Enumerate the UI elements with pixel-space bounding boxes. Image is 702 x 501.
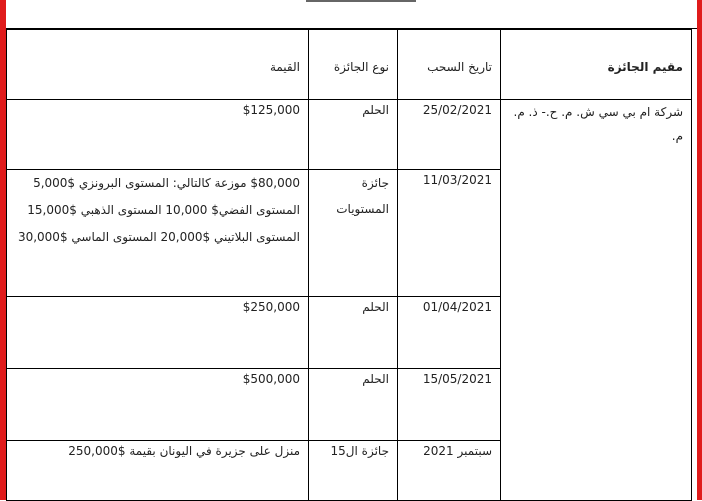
header-draw-date: تاريخ السحب <box>398 30 501 100</box>
header-value: القيمة <box>7 30 309 100</box>
prize-value: $125,000 <box>7 100 309 170</box>
prize-value: $500,000 <box>7 369 309 441</box>
prize-type: جائزة ال15 <box>309 441 398 501</box>
prize-type: الحلم <box>309 369 398 441</box>
prize-value: $250,000 <box>7 297 309 369</box>
draw-date: 11/03/2021 <box>398 170 501 297</box>
table-row <box>7 100 692 170</box>
draw-date: 15/05/2021 <box>398 369 501 441</box>
prize-type: جائزة المستويات <box>309 170 398 297</box>
heading-remnant <box>306 0 416 2</box>
draw-date: سبتمبر 2021 <box>398 441 501 501</box>
prize-table <box>6 29 692 501</box>
sponsor-name: شركة ام بي سي ش. م. ح.- ذ. م. م. <box>501 100 692 501</box>
prize-value: $80,000 موزعة كالتالي: المستوى البرونزي $5,000 المستوى الفضي$ 10,000 المستوى الذهبي $15,000 المستوى البلاتيني $20,000 المستوى الماسي $30,000 <box>7 170 309 297</box>
prize-type: الحلم <box>309 100 398 170</box>
header-sponsor: مقيم الجائزة <box>501 30 692 100</box>
top-strip <box>6 0 697 29</box>
draw-date: 25/02/2021 <box>398 100 501 170</box>
prize-value: منزل على جزيرة في اليونان بقيمة $250,000 <box>7 441 309 501</box>
table-header-row <box>7 30 692 100</box>
header-prize-type: نوع الجائزة <box>309 30 398 100</box>
draw-date: 01/04/2021 <box>398 297 501 369</box>
prize-type: الحلم <box>309 297 398 369</box>
